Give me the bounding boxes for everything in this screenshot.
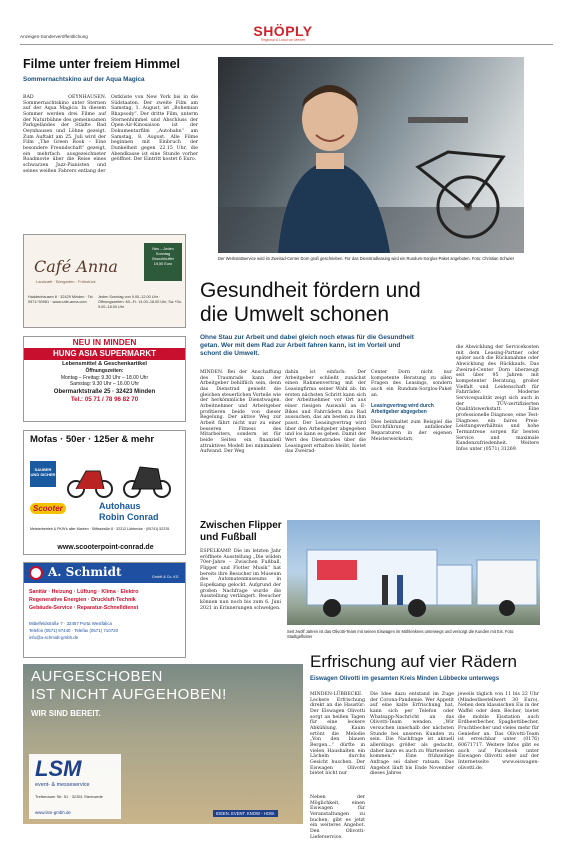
article-subtitle: Sommernachtskino auf der Aqua Magica	[23, 76, 145, 83]
scooter-safety-badge: SAUBER UND SICHER	[30, 461, 56, 487]
scooter-address: Meisterbetrieb & PKW's aller Marken · Stiftsstraße 8 · 32312 Lübbecke · (05741) 52376	[30, 527, 170, 531]
asia-supermarkt-ad	[23, 336, 186, 422]
asia-name: HUNG ASIA SUPERMARKT	[24, 348, 185, 360]
scooter-url: www.scooterpoint-conrad.de	[57, 544, 154, 551]
photo-caption: Seit zwölf Jahren ist das Olivotti-Team mit seinen Eiswagen im Mühlenkreis unterwegs und versorgt die Kunden mit Eis. Foto: Stadtgeflüster	[287, 629, 515, 639]
schmidt-ad	[23, 562, 186, 658]
title-line: Gesundheit fördern und	[200, 279, 421, 302]
cafe-address: Haddenhausen 8 · 32429 Minden · Tel. 0571/ 50981 · www.cafe-anna.com	[28, 295, 94, 304]
article-column: dahin ist einfach: Der Arbeitgeber schließt zunächst einen Rahmenvertrag mit der Leasingfirma seiner Wahl ab. Im ersten nächsten Schritt kann sich der Arbeitnehmer vor Ort aus einer riesigen Auswahl an E-Bikes und Fahrrädern das Rad aussuchen, das am besten zu ihm passt. Der Leasingvertrag wird über den Arbeitgeber abgegeben und los kann es gehen. Damit der Wert des Dienstrades über die Leasingzeit erhalten bleibt, bietet das Zweirad-	[285, 370, 366, 455]
scooter-illustrations	[62, 449, 182, 499]
schmidt-suffix: GmbH & Co. KG	[152, 575, 179, 579]
shoply-logo	[243, 24, 323, 43]
asia-line: Montag – Freitag: 9.30 Uhr – 18.00 Uhr	[60, 374, 149, 381]
lsm-headline-3: WIR SIND BEREIT.	[31, 709, 101, 718]
schmidt-address: Mittelfeldstraße 7 · 32457 Porta Westfalica	[29, 621, 112, 626]
dealer-name-2: Robin Conrad	[99, 512, 159, 522]
article-title	[200, 520, 282, 544]
article-column: Die Idee dazu entstand im Zuge der Corona-Pandemie. Wer Appetit auf eine kalte Erfrischung hat, kann sich per Telefon oder Whatsapp-Nachricht an das Olivotti-Team wenden. „Wir versuchen innerhalb der nächsten Stunde bei unseren Kunden zu sein. Die Nachfrage ist aktuell allerdings größer als gedacht, daher kann es auch zu Wartezeiten kommen.“ Eine frühzeitige Anfrage sei daher ratsam. Das Angebot läuft bis Ende November dieses Jahres	[370, 692, 454, 777]
section-label: Anzeigen-Sonderveröffentlichung	[20, 34, 88, 39]
lsm-logo: LSM	[35, 756, 82, 781]
lsm-headline-1: AUFGESCHOBEN	[31, 668, 163, 685]
schmidt-services: Gebäude-Service · Reparatur-Schnelldienst	[29, 605, 139, 611]
lsm-sub: event- & messeservice	[35, 782, 90, 788]
asia-phone: Tel.: 05 71 / 78 96 82 70	[70, 395, 139, 403]
column-subhead: Leasingvertrag wird durch	[371, 403, 434, 410]
logo-tagline: Regional & Lokal vor Meiner	[261, 38, 305, 42]
asia-line: Öffnungszeiten:	[85, 368, 124, 374]
column-text: Center Dorn nicht nur kompetente Beratung zu allen Fragen des Leasings, sondern auch ein Rundum-Sorglos-Paket an.	[371, 370, 452, 398]
article-column: MINDEN. Bei der Anschaffung des Traumrads kann der Arbeitgeber behilflich sein, denn das Dienstrad genießt die gleichen steuerlichen Vorteile wie der herkömmliche Dienstwagen. Arbeitnehmer und Arbeitgeber profitieren beide von dieser Regelung. Der aktive Weg zur Arbeit fährt nicht nur zu einer besseren Fitness des Mitarbeiters, sondern ist für beide Seiten ein finanziell attraktives Modell bei minimalem Aufwand. Der Weg	[200, 370, 281, 455]
title-line: und Fußball	[200, 532, 257, 543]
asia-address: Obermarktstraße 25 · 32423 Minden	[53, 388, 156, 395]
schmidt-logo-icon	[29, 566, 43, 580]
asia-top: NEU IN MINDEN	[24, 337, 185, 348]
article-title: Filme unter freiem Himmel	[23, 57, 180, 71]
schmidt-services: Regenerative Energien · Druckluft-Technik	[29, 597, 136, 603]
article-column: Neben der Möglichkeit, einen Eiswagen für Veranstaltungen zu buchen, gibt es jetzt ein weiteres Angebot. Den Olivotti-Lieferservice.	[310, 795, 365, 840]
logo-text: SHÖPLY	[253, 23, 313, 39]
article-title: Erfrischung auf vier Rädern	[310, 652, 517, 671]
article-lead: Ohne Stau zur Arbeit und dabei gleich noch etwas für die Gesundheit getan. Wer mit dem Rad zur Arbeit fahren kann, ist im Vorteil und schont die Umwelt.	[200, 334, 414, 357]
scooter-headline: Mofas · 50er · 125er & mehr	[30, 434, 155, 445]
article-column: ESPELKAMP. Die im letzten Jahr eröffnete Ausstellung „Die wilden 70er-Jahre – Zwischen Fußball, Flipper und Flotter Musik“ hat bereits ihre Besucher im Museum des Automatenmuseums in Espelkamp gelockt. Aufgrund der großen Nachfrage wurde die Ausstellung verlängert. Besucher können nun noch bis zum 6. Juni 2021 in Erinnerungen schwelgen.	[200, 549, 281, 611]
cafe-anna-ad	[23, 234, 186, 328]
article-column: die Abwicklung der Servicekosten mit dem Leasing-Partner oder später auch die Rückanahme oder Abwicklung des Rückkaufs. Das Zweirad-Center Dorn überzeugt seit über 95 Jahren mit kompetenter Beratung, großer Vielfalt und Leidenschaft für Fahrräder. Moderne Servicequalität zeigt sich auch in der TÜV-zertifizierten Qualitätswerkstatt. Eine professionelle Diagnose, eine Test-Diagnose, ein faires Preis-Leistungsverhältnis und hohe Termintreue sorgen für besten Service und maximale Kundenzufriedenheit. Weitere Infos unter (0571) 31269.	[456, 345, 539, 452]
article-column: jeweils täglich von 11 bis 22 Uhr (Mindestbestellwert 30 Euro). Neben dem klassischen Eis in der Waffel oder dem Becher, bietet die mobile Eisstation auch Erdbeerbecher, Spaghettibecher, Fruchtbecher und vieles mehr für Genießer an. Das Olivotti-Team ist erreichbar unter (0176) 60671717. Weitere Infos gibt es auch auf Facebook unter Eiswagen Olivotti oder auf der Internetseite www.eiswagen-olivotti.de.	[458, 692, 539, 771]
title-line: Zwischen Flipper	[200, 520, 282, 531]
lsm-claim: IDEEN. EVENT. KNOW - HOW.	[213, 810, 278, 817]
article-title	[200, 279, 421, 327]
truck-illustration	[287, 520, 540, 625]
article-subtitle: Eiswagen Olivotti im gesamten Kreis Minden Lübbecke unterwegs	[310, 676, 500, 682]
cafe-hours: Jeden Sonntag von 9.00–12.00 Uhr · Öffnungszeiten: Mi.–Fr. 14.00–18.00 Uhr, Sa.+So. 9.00–18.00 Uhr	[98, 295, 183, 309]
mechanic-illustration	[218, 57, 524, 253]
schmidt-services: Sanitär · Heizung · Lüftung · Klima · Elektro	[29, 589, 139, 595]
mechanic-photo	[218, 57, 524, 253]
schmidt-phone: Telefon (0571) 97440 · Telefax (0571) 710720	[29, 628, 119, 633]
icecream-truck-photo	[287, 520, 540, 625]
cafe-badge: Neu – Jeden Sonntag Brunchbuffet 19,50 Euro	[144, 243, 182, 281]
article-column: Ostküste von New York bis in die Südstaaten. Der zweite Film am Samstag, 1. August, ist „Bohemian Rhapsody“. Der dritte Film, unterm Sternenhimmel und Abschluss der Open-Air-Kinosaison ist der Dokumentarfilm „Autobahn“ am Samstag, 8. August. Alle Filme beginnen mit Einbruch der Dunkelheit gegen 22.15 Uhr, die Abendkasse ist eine Stunde vorher geöffnet. Der Eintritt kostet 6 Euro.	[111, 95, 198, 163]
dealer-name-1: Autohaus	[99, 501, 141, 511]
lsm-url: www.lsm-gmbh.de	[35, 810, 71, 815]
column-text: Dies beinhaltet zum Beispiel die Durchführung anfallender Reparaturen in der eigenen Meisterwerkstatt,	[371, 419, 452, 442]
cafe-name: Café Anna	[34, 257, 118, 276]
article-column: BAD OEYNHAUSEN. Sommernachtskino unter Sternen auf der Aqua Magica: In diesem Sommer werden drei Filme auf der Naturbühne des gemeinsamen Parkgeländes der Städte Bad Oeynhausen und Löhne gezeigt. Zum Auftakt am 25. Juli wird der Film „The Green Book – Eine besondere Freundschaft“ gezeigt, ein mehrfach ausgezeichneter Roadmovie über die Reise eines schwarzen Jazz-Pianisten und seines weißen Fahrers entlang der	[23, 95, 106, 174]
column-subhead: Arbeitgeber abgegeben	[371, 408, 427, 415]
scooter-brand-logo: Scooter	[30, 503, 66, 514]
article-column	[371, 370, 452, 442]
cafe-tagline: Landcafé · Biergarten · Frühstück	[36, 279, 96, 284]
article-column: MINDEN-LÜBBECKE. Leckere Erfrischung direkt an die Haustür: Der Eiswagen Olivotti sorgt an heißen Tagen für eine leckere Abkühlung. Kaum ertönt die Melodie „Von den blauen Bergen...“ dürfte in vielen Haushalten ein Lächeln durchs Gesicht huschen. Der Eiswagen Olivotti bietet nicht nur	[310, 692, 365, 777]
asia-line: Samstag: 9.30 Uhr – 16.00 Uhr	[69, 381, 140, 387]
photo-caption: Der Werkstattservice wird im Zweirad-Center Dorn groß geschrieben. Für das Dienstradleasing wird ein Rundum-Sorglos-Paket angeboten. Foto: Christian Schwier	[218, 256, 515, 261]
lsm-address: Trettenauer Str. 51 · 32351 Stemwede	[35, 794, 103, 799]
lsm-ad	[23, 664, 303, 824]
title-line: die Umwelt schonen	[200, 303, 390, 326]
scooter-ad	[23, 430, 186, 555]
asia-line: Lebensmittel & Geschenkartikel	[62, 361, 147, 367]
lsm-headline-2: IST NICHT AUFGEHOBEN!	[31, 686, 227, 703]
schmidt-email: info@a-schmidt-gmbh.de	[29, 635, 79, 640]
schmidt-name: A. Schmidt	[48, 565, 122, 579]
